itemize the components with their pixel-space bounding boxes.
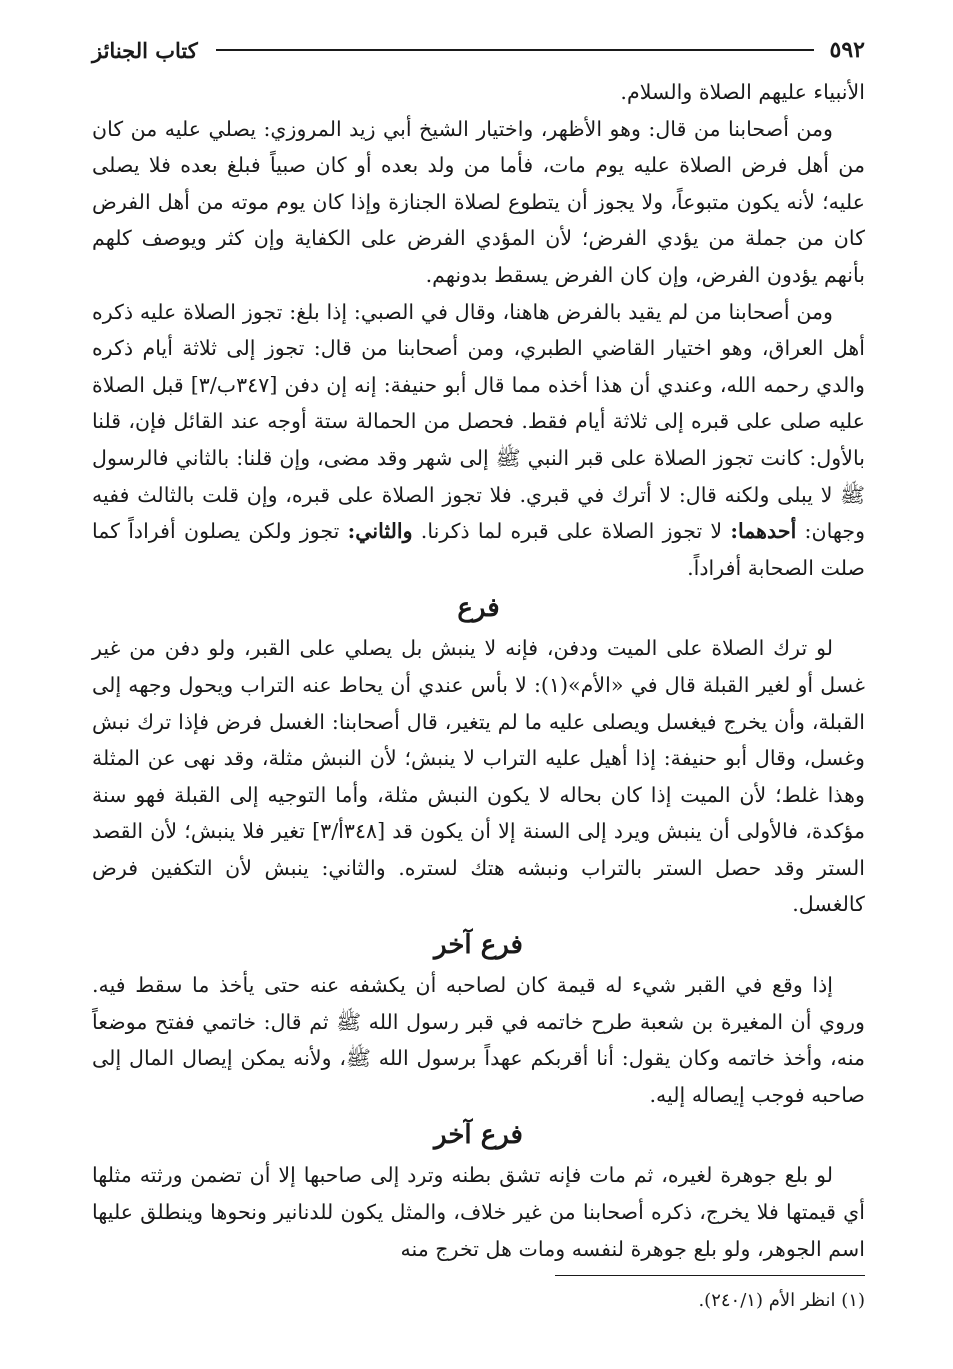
section-body: إذا وقع في القبر شيء له قيمة كان لصاحبه أن يكشفه عنه حتى يأخذ ما سقط فيه. وروي أن المغيرة بن شعبة طرح خاتمه في قبر رسول الله ﷺ ثم قال: خاتمي ففتح موضعاً منه، وأخذ خاتمه وكان يقول: أنا أقربكم عهداً برسول الله ﷺ، ولأنه يمكن إيصال المال إلى صاحبه فوجب إيصاله إليه. <box>92 973 865 1107</box>
first-view-text: لا تجوز الصلاة على قبره لما ذكرنا. <box>420 519 723 544</box>
paragraph-continuation: الأنبياء عليهم الصلاة والسلام. <box>620 80 865 104</box>
section-title: فرع <box>457 593 500 624</box>
footnote: (١) انظر الأم (٢٤٠/١). <box>698 1290 865 1311</box>
section-body: لو بلع جوهرة لغيره، ثم مات فإنه تشق بطنه وترد إلى صاحبها إلا أن تضمن ورثته مثلها أي قيمتها فلا يخرج، ذكره أصحابنا من غير خلاف، والمثل يكون للدنانير ونحوها وينطلق عليها اسم الجوهر، ولو بلع جوهرة لنفسه ومات هل تخرج منه <box>92 1163 865 1261</box>
page-header <box>92 30 865 70</box>
second-view-label: والثاني: <box>347 519 413 544</box>
section-body: لو ترك الصلاة على الميت ودفن، فإنه لا ينبش بل يصلي على القبر، ولو دفن من غير غسل أو لغير القبلة قال في «الأم»(١): لا بأس عندي أن يحاط عنه التراب ويحول وجهه إلى القبلة، وأن يخرج فيغسل ويصلى عليه ما لم يتغير، قال أصحابنا: الغسل فرض فإذا ترك نبش وغسل، وقال أبو حنيفة: إذا أهيل عليه التراب لا ينبش؛ لأن النبش مثلة، وقد نهى عن المثلة وهذا غلط؛ لأن الميت إذا كان بحاله لا يكون النبش مثلة، وأما التوجيه إلى القبلة فهو سنة مؤكدة، فالأولى أن ينبش ويرد إلى السنة إلا أن يكون قد [٣٤٨أ/٣] تغير فلا ينبش؛ لأن القصد الستر وقد حصل الستر بالتراب ونبشه هتك لستره. والثاني: ينبش لأن التكفين فرض كالغسل. <box>92 636 865 917</box>
paragraph-text: ومن أصحابنا من لم يقيد بالفرض هاهنا، وقال في الصبي: إذا بلغ: تجوز الصلاة عليه ذكره أهل العراق، وهو اختيار القاضي الطبري، ومن أصحابنا من قال: تجوز إلى ثلاثة أيام ذكره والدي رحمه الله، وعندي أن هذا أخذه مما قال أبو حنيفة: إنه إن دفن [٣٤٧ب/٣] قبل الصلاة عليه صلى على قبره إلى ثلاثة أيام فقط. فحصل من الحمالة ستة أوجه عند القائل فإن، قلنا بالأول: كانت تجوز الصلاة على قبر النبي ﷺ إلى شهر وقد مضى، وإن قلنا: بالثاني فالرسول ﷺ لا يبلى ولكنه قال: لا أترك في قبري. فلا تجوز الصلاة على قبره، وإن قلت بالثالث ففيه وجهان: <box>92 299 866 544</box>
header-rule <box>216 49 814 51</box>
paragraph-marwazi-opinion: ومن أصحابنا من قال: وهو الأظهر، واختيار الشيخ أبي زيد المروزي: يصلي عليه من كان من أهل فرض الصلاة عليه يوم مات، فأما من ولد بعده أو كان صبياً فبلغ بعده فلا يصلى عليه؛ لأنه يكون متبوعاً، ولا يجوز أن يتطوع لصلاة الجنازة وإذا كان يوم موته من أهل الفرض كان من جملة من يؤدي الفرض؛ لأن المؤدي الفرض على الكفاية وإن كثر ويوصف كلهم بأنهم يؤدون الفرض، وإن كان الفرض يسقط بدونهم. <box>92 116 865 287</box>
book-title: كتاب الجنائز <box>92 37 198 63</box>
page-number: ٥٩٢ <box>829 37 865 63</box>
paragraph-child-prayer <box>92 294 865 587</box>
section-title: فرع آخر <box>434 930 523 961</box>
second-view-text: تجوز ولكن يصلون أفراداً كما صلت الصحابة أفراداً. <box>92 519 865 580</box>
first-view-label: أحدهما: <box>730 519 797 544</box>
footnote-divider <box>555 1275 865 1276</box>
section-title: فرع آخر <box>434 1120 523 1151</box>
